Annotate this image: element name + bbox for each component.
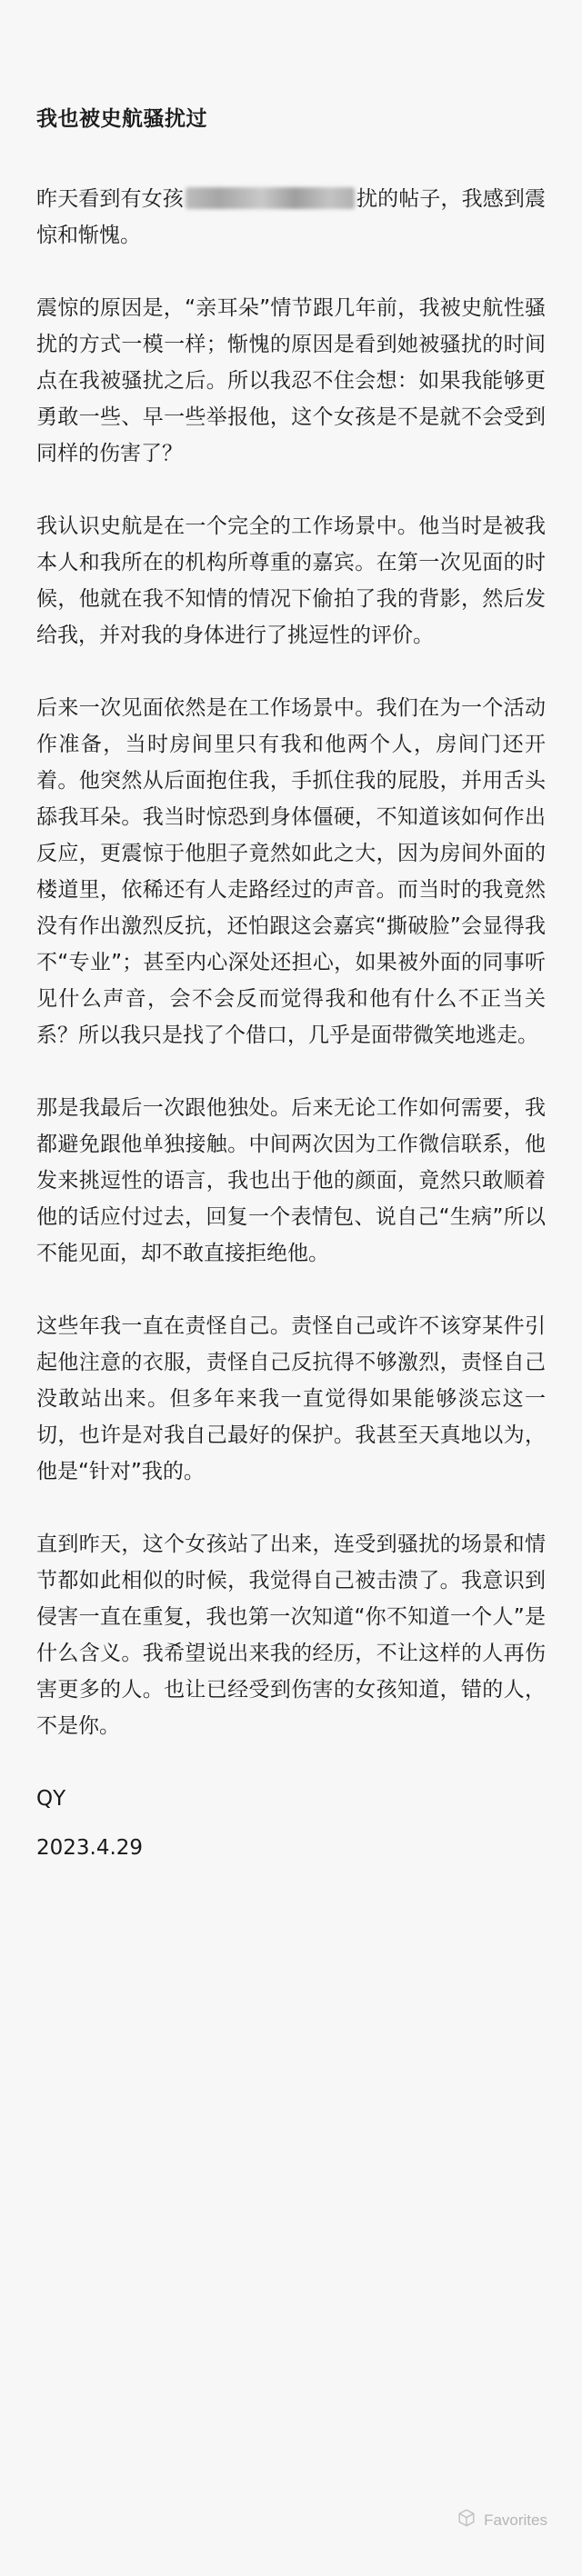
paragraph-6: 这些年我一直在责怪自己。责怪自己或许不该穿某件引起他注意的衣服，责怪自己反抗得不够激烈，责怪自己没敢站出来。但多年来我一直觉得如果能够淡忘这一切，也许是对我自己最好的保护。我甚至天真地以为，他是“针对”我的。 bbox=[36, 1314, 546, 1483]
date: 2023.4.29 bbox=[36, 1836, 144, 1860]
signature-block bbox=[36, 1781, 546, 1866]
watermark bbox=[457, 2508, 547, 2532]
paragraph-1-start: 昨天看到有女孩 bbox=[36, 187, 184, 211]
page-title: 我也被史航骚扰过 bbox=[36, 107, 207, 131]
paragraph-2: 震惊的原因是，“亲耳朵”情节跟几年前，我被史航性骚扰的方式一模一样；惭愧的原因是看到她被骚扰的时间点在我被骚扰之后。所以我忍不住会想：如果我能够更勇敢一些、早一些举报他，这个女孩是不是就不会受到同样的伤害了？ bbox=[36, 296, 546, 465]
paragraph-4: 后来一次见面依然是在工作场景中。我们在为一个活动作准备，当时房间里只有我和他两个人，房间门还开着。他突然从后面抱住我，手抓住我的屁股，并用舌头舔我耳朵。我当时惊恐到身体僵硬，不知道该如何作出反应，更震惊于他胆子竟然如此之大，因为房间外面的楼道里，依稀还有人走路经过的声音。而当时的我竟然没有作出激烈反抗，还怕跟这会嘉宾“撕破脸”会显得我不“专业”；甚至内心深处还担心，如果被外面的同事听见什么声音，会不会反而觉得我和他有什么不正当关系？所以我只是找了个借口，几乎是面带微笑地逃走。 bbox=[36, 696, 546, 1047]
watermark-text: Favorites bbox=[484, 2511, 547, 2529]
paragraph-7: 直到昨天，这个女孩站了出来，连受到骚扰的场景和情节都如此相似的时候，我觉得自己被击溃了。我意识到侵害一直在重复，我也第一次知道“你不知道一个人”是什么含义。我希望说出来我的经历，不让这样的人再伤害更多的人。也让已经受到伤害的女孩知道，错的人，不是你。 bbox=[36, 1533, 546, 1738]
signature: QY bbox=[36, 1787, 66, 1811]
redacted-blur bbox=[186, 187, 355, 209]
favorites-cube-icon bbox=[457, 2508, 477, 2532]
paragraph-3: 我认识史航是在一个完全的工作场景中。他当时是被我本人和我所在的机构所尊重的嘉宾。在第一次见面的时候，他就在我不知情的情况下偷拍了我的背影，然后发给我，并对我的身体进行了挑逗性的评价。 bbox=[36, 514, 546, 647]
paragraph-1-end: 扰的帖子，我感到震惊和惭愧。 bbox=[36, 187, 546, 247]
paragraph-5: 那是我最后一次跟他独处。后来无论工作如何需要，我都避免跟他单独接触。中间两次因为工作微信联系，他发来挑逗性的语言，我也出于他的颜面，竟然只敢顺着他的话应付过去，回复一个表情包、说自己“生病”所以不能见面，却不敢直接拒绝他。 bbox=[36, 1096, 546, 1265]
paragraph-1 bbox=[36, 181, 546, 254]
